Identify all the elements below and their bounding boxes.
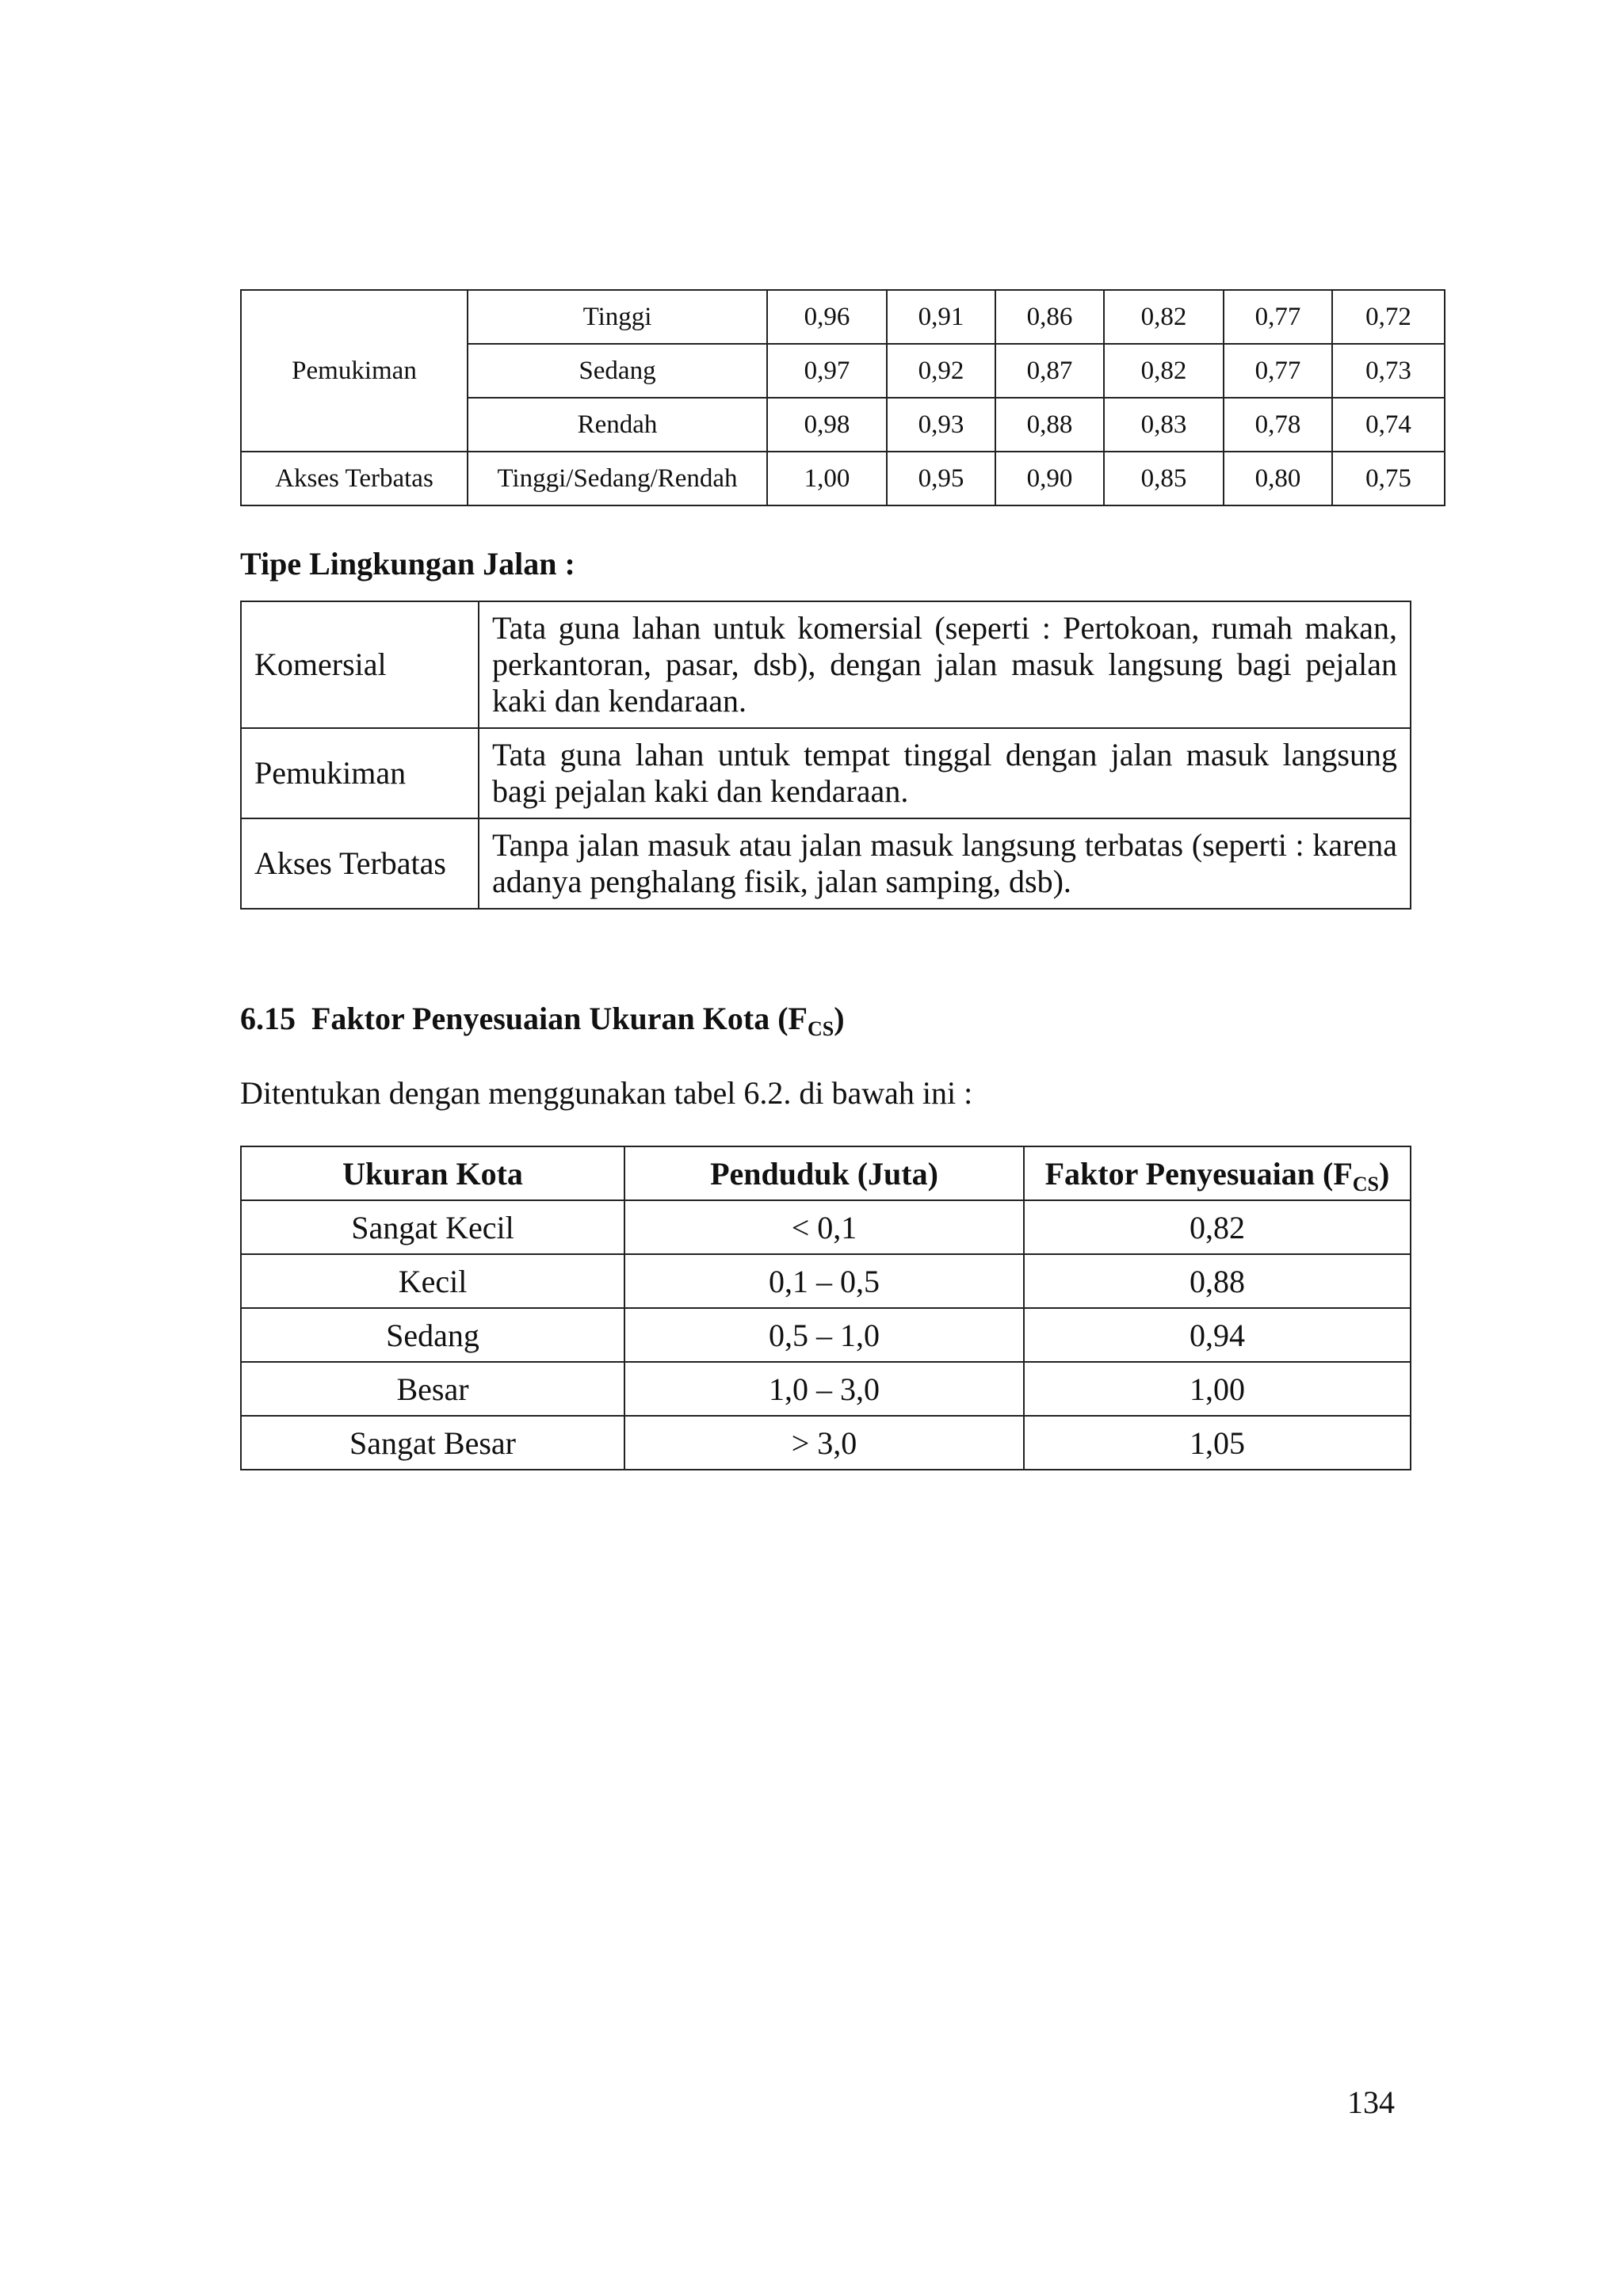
environment-description: Tata guna lahan untuk komersial (seperti : Pertokoan, rumah makan, perkantoran, pasar, dsb), dengan jalan masuk langsung bagi pejalan kaki dan kendaraan. [479,601,1411,728]
environment-type-heading: Tipe Lingkungan Jalan : [240,546,575,582]
city-size: Sangat Besar [241,1416,624,1470]
city-size-table [240,1146,1411,1470]
table-row [241,1308,1411,1362]
intro-text: Ditentukan dengan menggunakan tabel 6.2. di bawah ini : [240,1075,973,1111]
table-row [241,1254,1411,1308]
adjustment-factor: 1,05 [1024,1416,1411,1470]
row-sub-label: Tinggi/Sedang/Rendah [468,452,767,505]
table-row [241,1416,1411,1470]
table-row [241,818,1411,909]
table-cell: 0,77 [1224,344,1332,398]
table-cell: 0,87 [995,344,1104,398]
table-row [241,452,1445,505]
table-cell: 1,00 [767,452,887,505]
column-header: Ukuran Kota [241,1146,624,1200]
table-row [241,1200,1411,1254]
table-cell: 0,97 [767,344,887,398]
section-title-subscript: CS [807,1017,834,1040]
city-size: Sangat Kecil [241,1200,624,1254]
table-header-row [241,1146,1411,1200]
city-size: Sedang [241,1308,624,1362]
environment-type-table [240,601,1411,910]
table-cell: 0,85 [1104,452,1224,505]
adjustment-factor: 0,88 [1024,1254,1411,1308]
table-cell: 0,93 [887,398,995,452]
row-sub-label: Tinggi [468,290,767,344]
population: 0,5 – 1,0 [624,1308,1024,1362]
table-cell: 0,82 [1104,344,1224,398]
table-cell: 0,92 [887,344,995,398]
row-sub-label: Rendah [468,398,767,452]
section-number: 6.15 [240,1001,296,1036]
table-cell: 0,98 [767,398,887,452]
environment-description: Tata guna lahan untuk tempat tinggal dengan jalan masuk langsung bagi pejalan kaki dan kendaraan. [479,728,1411,818]
population: > 3,0 [624,1416,1024,1470]
environment-type: Komersial [241,601,479,728]
adjustment-factor: 0,82 [1024,1200,1411,1254]
table-row [241,601,1411,728]
table-row [241,1362,1411,1416]
table-cell: 0,96 [767,290,887,344]
adjustment-factor: 1,00 [1024,1362,1411,1416]
table-cell: 0,82 [1104,290,1224,344]
table-cell: 0,86 [995,290,1104,344]
table-cell: 0,77 [1224,290,1332,344]
population: 0,1 – 0,5 [624,1254,1024,1308]
table-cell: 0,78 [1224,398,1332,452]
table-row [241,728,1411,818]
column-header-end: ) [1379,1155,1390,1192]
section-title-end: ) [834,1001,845,1036]
table-cell: 0,80 [1224,452,1332,505]
table-cell: 0,73 [1332,344,1445,398]
adjustment-factor: 0,94 [1024,1308,1411,1362]
environment-type: Akses Terbatas [241,818,479,909]
row-group-label: Pemukiman [241,290,468,452]
population: 1,0 – 3,0 [624,1362,1024,1416]
table-cell: 0,95 [887,452,995,505]
environment-type: Pemukiman [241,728,479,818]
column-header: Penduduk (Juta) [624,1146,1024,1200]
column-header [1024,1146,1411,1200]
population: < 0,1 [624,1200,1024,1254]
table-cell: 0,90 [995,452,1104,505]
table-cell: 0,88 [995,398,1104,452]
row-group-label: Akses Terbatas [241,452,468,505]
city-size: Besar [241,1362,624,1416]
column-header-subscript: CS [1352,1172,1380,1196]
city-size: Kecil [241,1254,624,1308]
table-cell: 0,75 [1332,452,1445,505]
adjustment-table-top [240,289,1445,506]
table-cell: 0,72 [1332,290,1445,344]
page-number: 134 [1347,2084,1395,2120]
table-cell: 0,83 [1104,398,1224,452]
environment-description: Tanpa jalan masuk atau jalan masuk langsung terbatas (seperti : karena adanya penghalang fisik, jalan samping, dsb). [479,818,1411,909]
table-row [241,290,1445,344]
table-cell: 0,91 [887,290,995,344]
column-header-text: Faktor Penyesuaian (F [1044,1155,1353,1192]
section-heading [240,1000,845,1040]
table-cell: 0,74 [1332,398,1445,452]
row-sub-label: Sedang [468,344,767,398]
section-title: Faktor Penyesuaian Ukuran Kota (F [311,1001,808,1036]
